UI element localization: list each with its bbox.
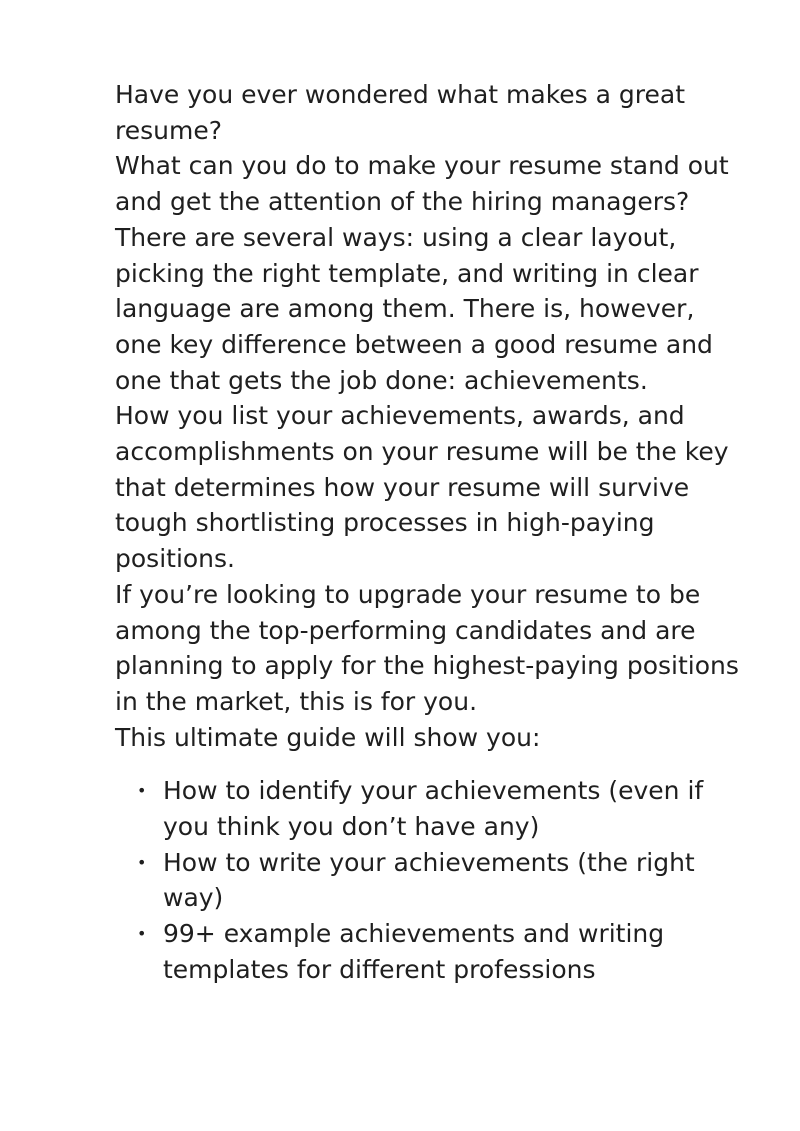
paragraph-stand-out-question: What can you do to make your resume stand out and get the attention of the hiring managers? (115, 151, 729, 217)
paragraph-list-achievements: How you list your achievements, awards, and accomplishments on your resume will be the key that determines how your resume will survive tough shortlisting processes in high-paying positions. (115, 401, 729, 574)
bullet-icon: • (137, 924, 147, 944)
paragraph-guide-intro: This ultimate guide will show you: (115, 722, 541, 752)
list-item (115, 773, 745, 844)
paragraph-several-ways: There are several ways: using a clear layout, picking the right template, and writing in clear language are among them. There is, however, one key difference between a good resume and one that gets the job done: achievements. (115, 222, 713, 395)
paragraph-intro-question: Have you ever wondered what makes a great resume? (115, 80, 686, 145)
paragraph-upgrade-resume: If you’re looking to upgrade your resume to be among the top-performing candidates and are planning to apply for the highest-paying positions in the market, this is for you. (115, 579, 739, 716)
list-item (115, 916, 745, 987)
list-item-text: 99+ example achievements and writing templates for different professions (163, 919, 665, 984)
bullet-icon: • (137, 781, 147, 801)
list-item-text: How to write your achievements (the right way) (163, 847, 695, 913)
list-item-text: How to identify your achievements (even if you think you don’t have any) (163, 776, 704, 842)
bullet-icon: • (137, 852, 147, 872)
list-item (115, 845, 745, 916)
document-body (115, 77, 745, 988)
guide-bullet-list (115, 773, 745, 987)
